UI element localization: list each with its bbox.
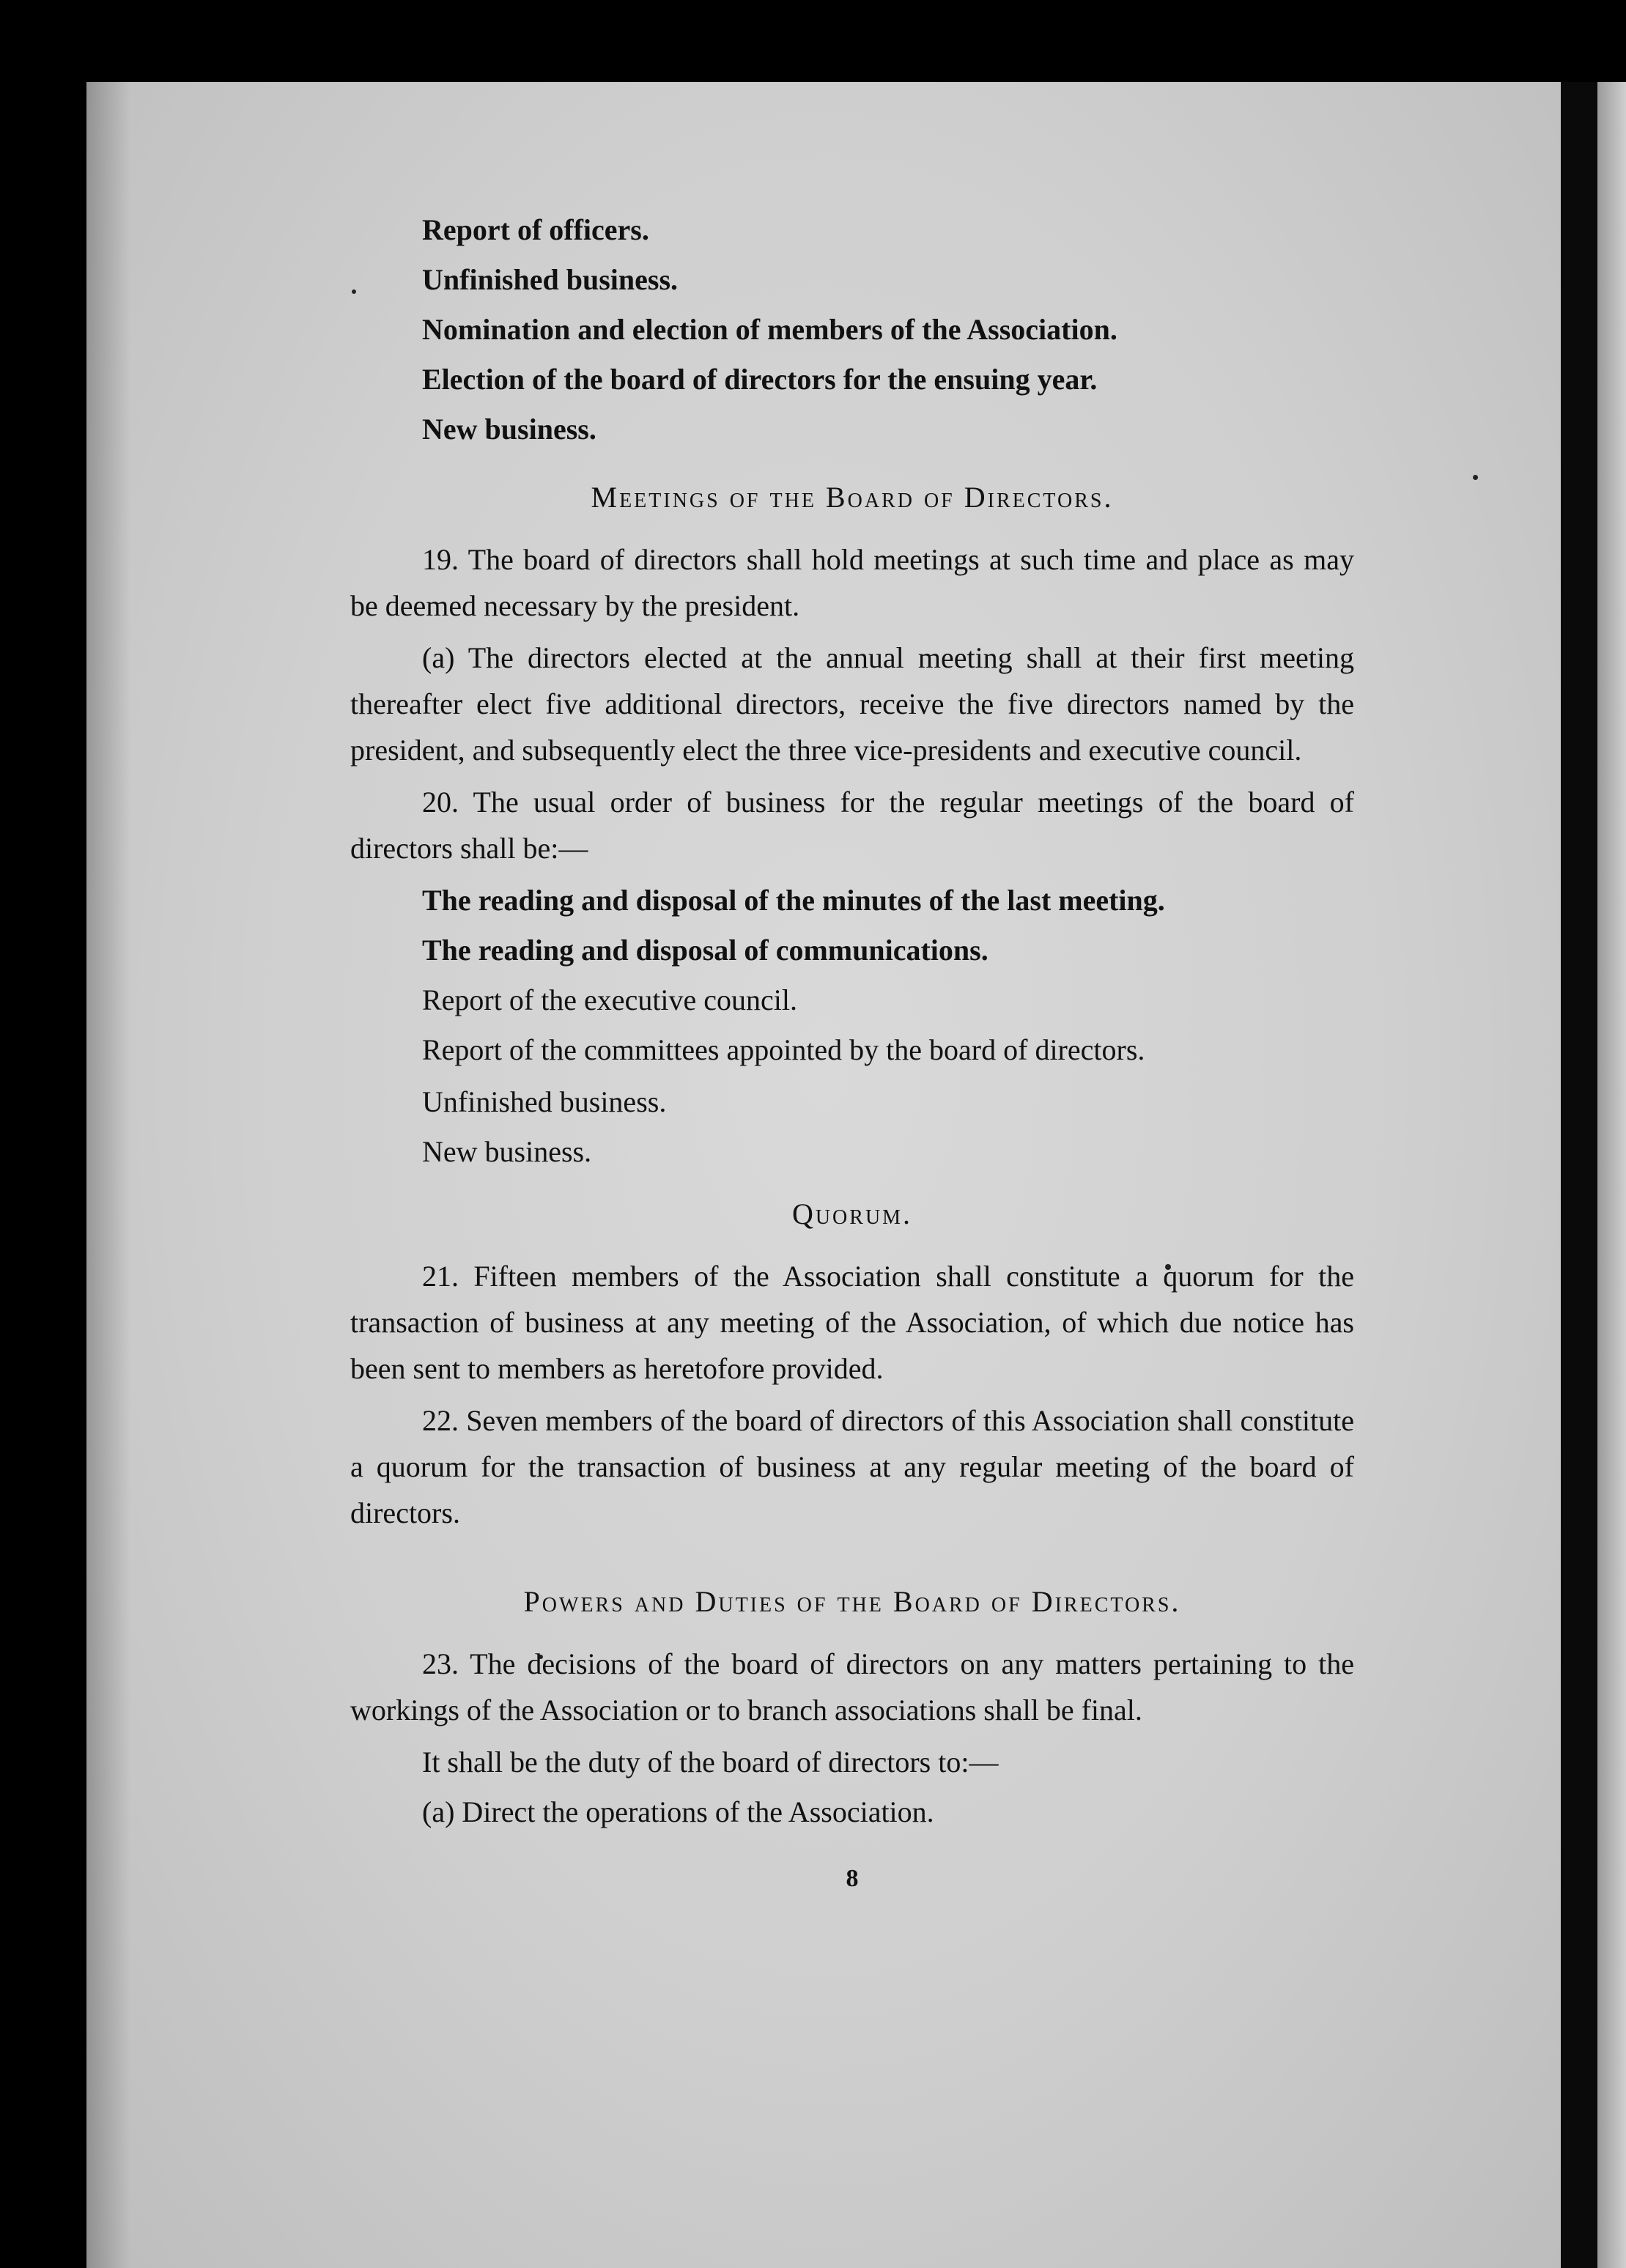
list-item: Nomination and election of members of the Association. (422, 313, 1117, 346)
page-number: 8 (846, 1865, 859, 1892)
paragraph-21: 21. Fifteen members of the Association shall constitute a quorum for the transaction of business at any meeting of the Association, of which due notice has been sent to members as heretofore provided. (350, 1260, 1354, 1385)
order-item: The reading and disposal of the minutes of the last meeting. (422, 884, 1165, 917)
paragraph-19a: (a) The directors elected at the annual meeting shall at their first meeting thereafter elect five additional directors, receive the five directors named by the president, and subsequently elect the three vice-presidents and executive council. (350, 641, 1354, 767)
ink-speck (1473, 475, 1478, 480)
duty-intro: It shall be the duty of the board of directors to:— (422, 1746, 999, 1778)
section-heading-meetings: Meetings of the Board of Directors. (591, 481, 1114, 514)
paragraph-23: 23. The decisions of the board of directors on any matters pertaining to the workings of the Association or to branch associations shall be final. (350, 1647, 1354, 1726)
paragraph-19: 19. The board of directors shall hold meetings at such time and place as may be deemed necessary by the president. (350, 543, 1354, 622)
binding-edge (1561, 82, 1597, 2268)
section-heading-quorum: Quorum. (791, 1197, 913, 1230)
list-item: Unfinished business. (422, 263, 679, 296)
list-item: New business. (422, 413, 596, 446)
order-item: New business. (422, 1135, 592, 1168)
order-item: Report of the committees appointed by the board of directors. (422, 1033, 1145, 1066)
list-item: Report of officers. (422, 213, 649, 246)
order-item: The reading and disposal of communications. (422, 934, 988, 967)
list-item: Election of the board of directors for the ensuing year. (422, 363, 1098, 396)
section-heading-powers: Powers and Duties of the Board of Directors. (523, 1585, 1181, 1618)
duty-a: (a) Direct the operations of the Association. (422, 1795, 934, 1828)
paragraph-20: 20. The usual order of business for the regular meetings of the board of directors shall be:— (350, 786, 1354, 865)
paragraph-22: 22. Seven members of the board of directors of this Association shall constitute a quorum for the transaction of business at any regular meeting of the board of directors. (350, 1404, 1354, 1529)
order-item: Report of the executive council. (422, 983, 798, 1016)
order-item: Unfinished business. (422, 1085, 667, 1118)
page-shadow (86, 82, 130, 2268)
facing-page-edge (1597, 82, 1626, 2268)
page-text (350, 207, 1354, 1902)
